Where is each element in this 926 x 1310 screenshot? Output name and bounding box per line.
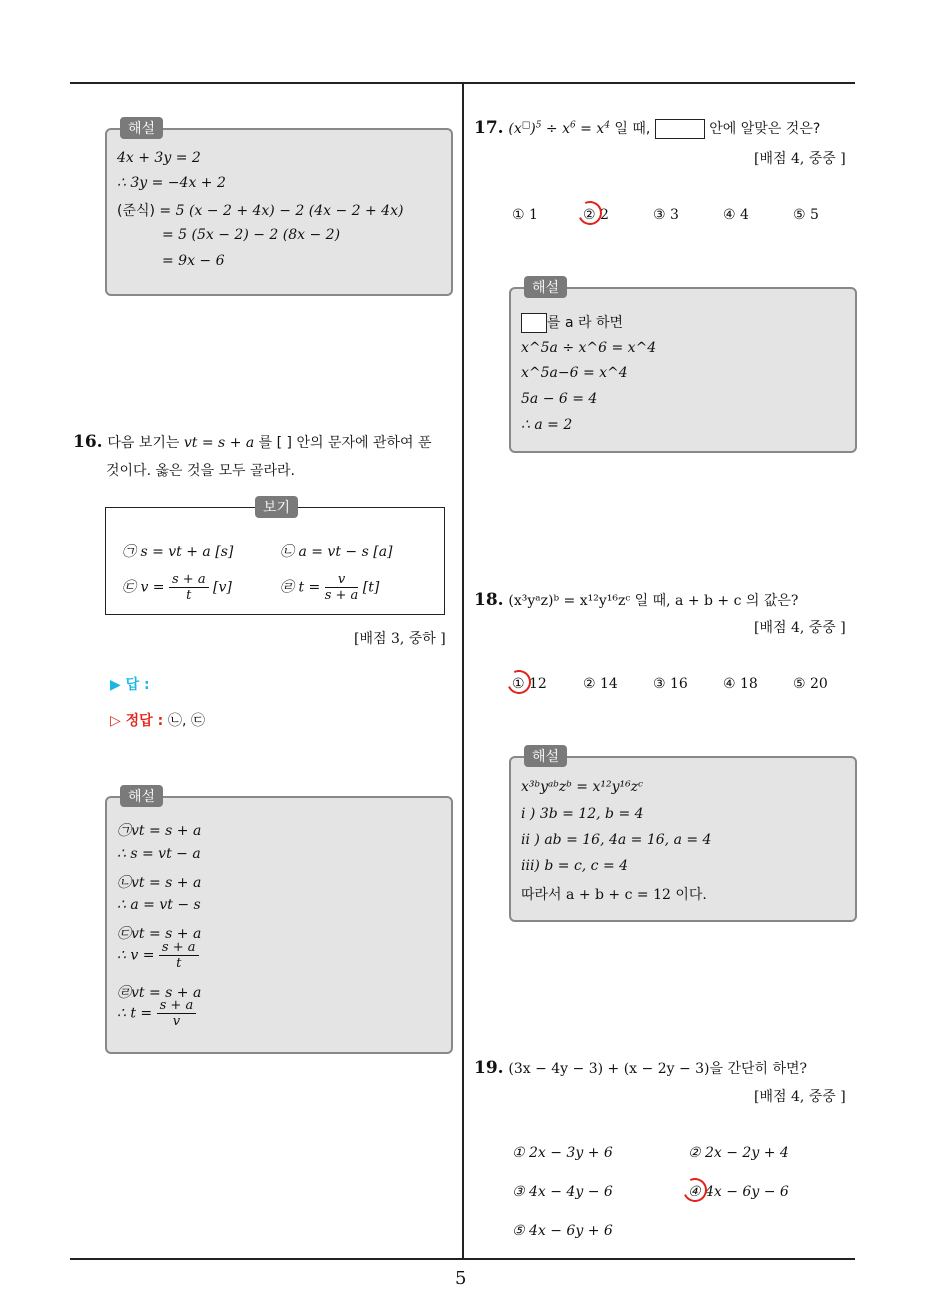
q18-option-3[interactable]: ③ 16 <box>653 676 688 692</box>
sol16-l8-pre: ∴ t = <box>117 1005 157 1022</box>
sol16-l6-frac <box>159 940 199 971</box>
sol17-line5: ∴ a = 2 <box>521 417 573 433</box>
q17-sup4: 4 <box>604 120 610 131</box>
q19-text: (3x − 4y − 3) + (x − 2y − 3)을 간단히 하면? <box>508 1061 808 1077</box>
q18-option-4[interactable]: ④ 18 <box>723 676 758 692</box>
sol17-line3: x^5a−6 = x^4 <box>521 365 628 381</box>
column-divider <box>462 84 464 1259</box>
sol15-line2: ∴ 3y = −4x + 2 <box>117 175 226 191</box>
bogi-item-a: ㉠ s = vt + a [s] <box>122 544 234 560</box>
question-16 <box>73 432 458 452</box>
q19-option-5[interactable]: ⑤ 4x − 6y + 6 <box>512 1223 613 1239</box>
q17-answer-mark <box>575 198 606 229</box>
q18-option-1[interactable]: ① 12 <box>512 676 547 692</box>
sol16-l8-frac <box>157 998 197 1029</box>
question-19 <box>474 1058 807 1078</box>
bogi-item-b: ㉡ a = vt − s [a] <box>280 544 393 560</box>
bogi-d-frac <box>325 572 359 603</box>
q17-expr <box>508 121 610 137</box>
sol18-line5: 따라서 a + b + c = 12 이다. <box>521 887 707 903</box>
sol16-line5: ㉢vt = s + a <box>117 926 202 942</box>
sol16-l8-den: v <box>172 1014 181 1029</box>
q17-f: 안에 알맞은 것은? <box>704 121 821 137</box>
bogi-tag: 보기 <box>255 496 298 518</box>
q16-text2: 것이다. 옳은 것을 모두 골라라. <box>106 463 295 479</box>
sol17-line1 <box>521 312 623 333</box>
sol15-line4: = 5 (5x − 2) − 2 (8x − 2) <box>162 227 341 243</box>
q17-option-4[interactable]: ④ 4 <box>723 207 749 223</box>
q17-d: = x <box>575 121 605 137</box>
sol18-line2: i ) 3b = 12, b = 4 <box>521 806 644 822</box>
sol15-line3-label: (준식) <box>117 203 155 219</box>
q19-option-2[interactable]: ② 2x − 2y + 4 <box>688 1145 789 1161</box>
q18-score: [배점 4, 중중 ] <box>754 620 846 636</box>
q17-score: [배점 4, 중중 ] <box>754 151 846 167</box>
sol16-l6-den: t <box>176 956 182 971</box>
sol17-blank-box <box>521 313 547 333</box>
q16-number: 16. <box>73 432 103 452</box>
solution-tag-17: 해설 <box>524 276 567 298</box>
q16-text1m: vt = s + a <box>183 435 255 451</box>
q17-c: ÷ x <box>541 121 570 137</box>
q19-option-4[interactable]: ④ 4x − 6y − 6 <box>688 1184 789 1200</box>
sol16-l8-num: s + a <box>157 998 197 1014</box>
q16-correct-label: ▷ 정답 : <box>110 713 164 729</box>
q16-text1b: 를 [ ] 안의 문자에 관하여 푼 <box>254 435 432 451</box>
sol15-line1: 4x + 3y = 2 <box>117 150 201 166</box>
bottom-rule <box>70 1258 855 1260</box>
q19-option-3[interactable]: ③ 4x − 4y − 6 <box>512 1184 613 1200</box>
bogi-d-pre: ㉣ t = <box>280 579 325 596</box>
question-17 <box>474 118 820 139</box>
bogi-c-post: [v] <box>208 579 232 596</box>
solution-tag-18: 해설 <box>524 745 567 767</box>
sol16-line6 <box>117 940 199 971</box>
sol18-line4: iii) b = c, c = 4 <box>521 858 629 874</box>
sol16-line4: ∴ a = vt − s <box>117 897 201 913</box>
sol18-line3: ii ) ab = 16, 4a = 16, a = 4 <box>521 832 712 848</box>
sol16-line2: ∴ s = vt − a <box>117 846 201 862</box>
q17-option-5[interactable]: ⑤ 5 <box>793 207 819 223</box>
sol15-line3-expr: = 5 (x − 2 + 4x) − 2 (4x − 2 + 4x) <box>154 203 404 219</box>
page-number: 5 <box>455 1268 467 1289</box>
sol15-line3 <box>117 200 403 220</box>
q17-sup1: □ <box>521 120 531 131</box>
q19-number: 19. <box>474 1058 504 1078</box>
sol16-line8 <box>117 998 196 1029</box>
bogi-item-c <box>122 572 232 603</box>
sol16-l6-pre: ∴ v = <box>117 947 159 964</box>
q16-correct <box>110 710 205 730</box>
q19-answer-mark <box>680 1175 711 1206</box>
bogi-item-d <box>280 572 379 603</box>
q17-number: 17. <box>474 118 504 138</box>
q17-option-3[interactable]: ③ 3 <box>653 207 679 223</box>
q17-a: (x <box>508 121 522 137</box>
bogi-c-pre: ㉢ v = <box>122 579 169 596</box>
q17-option-1[interactable]: ① 1 <box>512 207 538 223</box>
q18-text: (x³yᵃz)ᵇ = x¹²y¹⁶zᶜ 일 때, a + b + c 의 값은? <box>508 593 799 609</box>
bogi-d-num: v <box>325 572 359 588</box>
q16-answer-label: ▶ 답 : <box>110 677 150 693</box>
solution-tag-15: 해설 <box>120 117 163 139</box>
sol17-line2: x^5a ÷ x^6 = x^4 <box>521 340 657 356</box>
q18-number: 18. <box>474 590 504 610</box>
sol17-l1: 를 a 라 하면 <box>547 315 624 331</box>
solution-tag-16: 해설 <box>120 785 163 807</box>
q17-b: ) <box>530 121 536 137</box>
bogi-c-frac <box>169 572 209 603</box>
q17-sup2: 5 <box>535 120 542 131</box>
sol16-line1: ㉠vt = s + a <box>117 823 202 839</box>
q18-option-5[interactable]: ⑤ 20 <box>793 676 828 692</box>
bogi-d-post: [t] <box>358 579 380 596</box>
sol16-line7: ㉣vt = s + a <box>117 985 202 1001</box>
q19-score: [배점 4, 중중 ] <box>754 1089 846 1105</box>
question-18 <box>474 590 798 610</box>
q17-sup3: 6 <box>569 120 576 131</box>
sol16-line3: ㉡vt = s + a <box>117 875 202 891</box>
bogi-c-num: s + a <box>169 572 209 588</box>
q16-score: [배점 3, 중하 ] <box>354 631 446 647</box>
q18-option-2[interactable]: ② 14 <box>583 676 618 692</box>
q17-blank-box <box>655 119 705 139</box>
sol17-line4: 5a − 6 = 4 <box>521 391 598 407</box>
q16-text1a: 다음 보기는 <box>107 435 184 451</box>
sol16-l6-num: s + a <box>159 940 199 956</box>
q16-correct-value: ㉡, ㉢ <box>168 713 205 729</box>
q18-answer-mark <box>504 667 535 698</box>
sol18-line1: x³ᵇyᵃᵇzᵇ = x¹²y¹⁶zᶜ <box>521 779 644 795</box>
q17-option-2[interactable]: ② 2 <box>583 207 609 223</box>
q19-option-1[interactable]: ① 2x − 3y + 6 <box>512 1145 613 1161</box>
bogi-c-den: t <box>186 588 192 603</box>
q17-e: 일 때, <box>609 121 655 137</box>
sol15-line5: = 9x − 6 <box>162 253 225 269</box>
bogi-d-den: s + a <box>324 588 359 603</box>
